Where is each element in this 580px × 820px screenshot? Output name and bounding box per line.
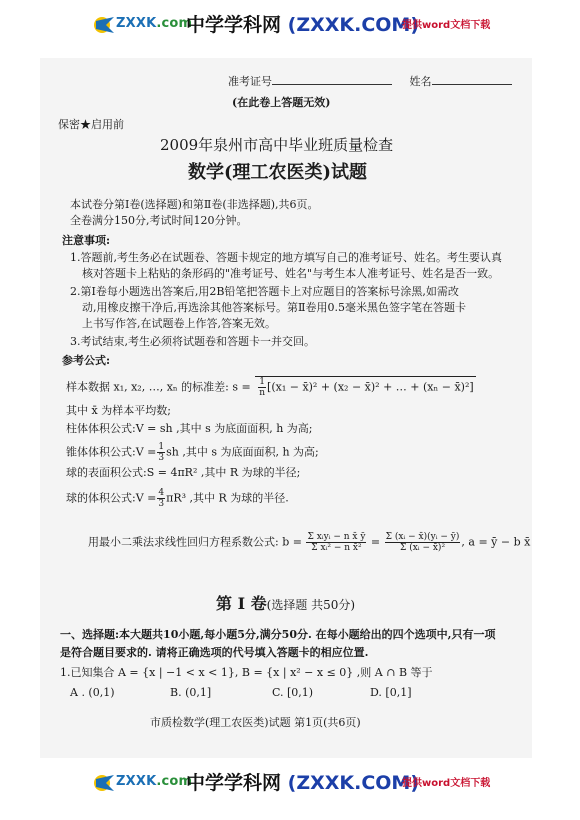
no-answer-note: (在此卷上答题无效) — [232, 96, 331, 109]
intro-line: 全卷满分150分,考试时间120分钟。 — [70, 214, 248, 227]
download-note[interactable]: 提供word文档下载 — [402, 778, 491, 789]
note-line: 3.考试结束,考生必须将试题卷和答题卡一并交回。 — [70, 335, 315, 348]
exam-title: 2009年泉州市高中毕业班质量检查 — [160, 136, 394, 154]
note-line: 动,用橡皮擦干净后,再选涂其他答案标号。第Ⅱ卷用0.5毫米黑色签字笔在答题卡 — [82, 301, 466, 314]
download-note[interactable]: 提供word文档下载 — [402, 20, 491, 31]
cone-formula: 锥体体积公式:V = $\frac{1}{3}$ sh ,其中 s 为底面面积, h 为高; — [66, 442, 319, 463]
std-dev-formula: 样本数据 x₁, x₂, …, xₙ 的标准差: s = $\frac{1}{n}$ [(x₁ − x̄)² + (x₂ − x̄)² + … + (xₙ − x̄)²] — [66, 377, 474, 398]
exam-subtitle: 数学(理工农医类)试题 — [188, 162, 368, 183]
bottom-banner — [0, 764, 580, 804]
formula-heading: 参考公式: — [62, 354, 111, 367]
secrecy-label: 保密★启用前 — [58, 118, 124, 131]
note-line: 上书写作答,在试题卷上作答,答案无效。 — [82, 317, 276, 330]
admission-field: 准考证号 姓名 — [228, 74, 512, 89]
note-line: 1.答题前,考生务必在试题卷、答题卡规定的地方填写自己的准考证号、姓名。考生要认真 — [70, 251, 502, 264]
notes-heading: 注意事项: — [62, 234, 111, 247]
site-title: 中学学科网 (ZXXK.COM) — [186, 772, 420, 794]
cylinder-formula: 柱体体积公式:V = sh ,其中 s 为底面面积, h 为高; — [66, 422, 313, 435]
instruction-line: 一、选择题:本大题共10小题,每小题5分,满分50分. 在每小题给出的四个选项中,只有一项 — [60, 628, 496, 641]
regression-formula: 用最小二乘法求线性回归方程系数公式: b = $\frac{\text{Σ xᵢyᵢ − n x̄ ȳ}}{\text{Σ xᵢ² − n x̄²}}$ = $\frac{\text{Σ (xᵢ − x̄)(yᵢ − ȳ)}}{\text{Σ (xᵢ − x̄)²}}$ , a = ȳ − b x̄ — [88, 532, 531, 553]
intro-line: 本试卷分第Ⅰ卷(选择题)和第Ⅱ卷(非选择题),共6页。 — [70, 198, 319, 211]
zxxk-logo[interactable]: ZXXK.com — [92, 12, 192, 38]
question-1-option: A . (0,1) — [70, 686, 115, 699]
question-1-option: C. [0,1) — [272, 686, 314, 699]
instruction-line: 是符合题目要求的. 请将正确选项的代号填入答题卡的相应位置. — [60, 646, 369, 659]
note-line: 核对答题卡上粘贴的条形码的"准考证号、姓名"与考生本人准考证号、姓名是否一致。 — [82, 267, 500, 280]
logo-mark-icon — [92, 12, 118, 38]
sphere-area-formula: 球的表面积公式:S = 4πR² ,其中 R 为球的半径; — [66, 466, 301, 479]
page-footer: 市质检数学(理工农医类)试题 第1页(共6页) — [150, 716, 361, 729]
logo-mark-icon — [92, 770, 118, 796]
sphere-volume-formula: 球的体积公式:V = $\frac{4}{3}$ πR³ ,其中 R 为球的半径. — [66, 488, 289, 509]
top-banner — [0, 6, 580, 46]
site-title: 中学学科网 (ZXXK.COM) — [186, 14, 420, 36]
zxxk-logo[interactable]: ZXXK.com — [92, 770, 192, 796]
question-1: 1.已知集合 A = {x | −1 < x < 1}, B = {x | x² − x ≤ 0} ,则 A ∩ B 等于 — [60, 666, 433, 679]
question-1-option: B. (0,1] — [170, 686, 212, 699]
note-line: 2.第Ⅰ卷每小题选出答案后,用2B铅笔把答题卡上对应题目的答案标号涂黑,如需改 — [70, 285, 459, 298]
section-title: 第 Ⅰ 卷(选择题 共50分) — [216, 594, 356, 613]
mean-note: 其中 x̄ 为样本平均数; — [66, 404, 171, 417]
question-1-option: D. [0,1] — [370, 686, 412, 699]
exam-page — [40, 58, 532, 758]
